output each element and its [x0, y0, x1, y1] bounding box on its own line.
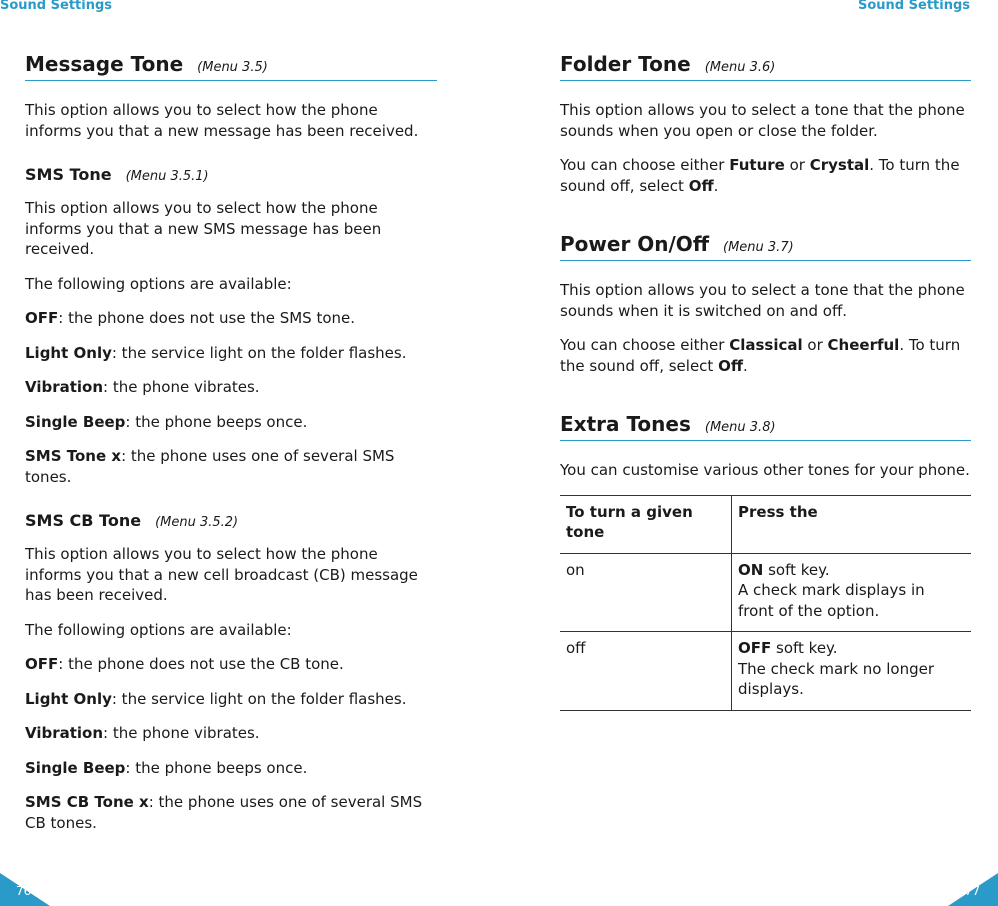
cb-option-item — [25, 723, 437, 744]
sms-cb-tone-menu-ref: (Menu 3.5.2) — [155, 515, 239, 530]
extra-tones-menu-ref: (Menu 3.8) — [704, 420, 776, 435]
sms-option-term: Single Beep — [25, 412, 126, 431]
cb-option-item — [25, 689, 437, 710]
sms-option-term: OFF — [25, 309, 59, 327]
sms-cb-tone-heading — [25, 511, 437, 530]
message-tone-title: Message Tone — [25, 52, 184, 76]
soft-key-suffix: soft key. — [763, 560, 830, 579]
choice-option-future: Future — [729, 156, 785, 174]
sms-cb-tone-title: SMS CB Tone — [25, 511, 142, 530]
running-header-left: Sound Settings — [0, 0, 112, 13]
table-cell-action — [732, 553, 972, 632]
cb-option-term: Vibration — [25, 724, 104, 742]
folder-tone-menu-ref: (Menu 3.6) — [704, 60, 776, 75]
message-tone-desc: This option allows you to select how the phone informs you that a new message has been received. — [25, 101, 419, 140]
action-note: The check mark no longer displays. — [738, 659, 934, 698]
message-tone-menu-ref: (Menu 3.5) — [197, 60, 268, 75]
cb-option-text: : the phone uses one of several SMS CB tones. — [25, 793, 423, 832]
right-page — [499, 0, 998, 906]
cb-option-term: Single Beep — [25, 758, 126, 777]
message-tone-heading — [25, 52, 437, 81]
sms-tone-heading — [25, 165, 437, 184]
choice-option-classical: Classical — [729, 336, 803, 354]
left-column — [25, 52, 437, 847]
choice-text: . — [742, 356, 748, 375]
extra-tones-heading — [560, 412, 971, 441]
table-header-row — [560, 495, 971, 553]
sms-option-term: Light Only — [25, 343, 112, 362]
sms-option-text: : the service light on the folder flashes. — [111, 343, 407, 362]
power-onoff-heading — [560, 232, 971, 261]
folder-tone-choice — [560, 155, 971, 196]
table-header-cell: Press the — [732, 495, 972, 553]
action-note: A check mark displays in front of the option. — [738, 581, 925, 620]
sms-tone-title: SMS Tone — [25, 165, 112, 184]
sms-cb-tone-desc: This option allows you to select how the phone informs you that a new cell broadcast (CB) message has been received. — [25, 545, 418, 604]
extra-tones-table — [560, 495, 971, 711]
sms-option-text: : the phone vibrates. — [103, 378, 260, 396]
choice-option-crystal: Crystal — [809, 156, 870, 174]
soft-key-label: ON — [738, 560, 764, 579]
sms-option-text: : the phone uses one of several SMS tones. — [25, 447, 395, 486]
power-onoff-menu-ref: (Menu 3.7) — [723, 240, 794, 255]
folder-tone-title: Folder Tone — [560, 52, 691, 76]
sms-tone-menu-ref: (Menu 3.5.1) — [125, 169, 209, 184]
sms-cb-tone-intro: The following options are available: — [25, 620, 292, 639]
cb-option-term: SMS CB Tone x — [25, 793, 149, 811]
choice-text: . — [713, 176, 719, 195]
folder-tone-desc: This option allows you to select a tone that the phone sounds when you open or close the folder. — [560, 101, 965, 140]
extra-tones-desc: You can customise various other tones for your phone. — [560, 461, 970, 479]
cb-option-item — [25, 654, 437, 675]
power-onoff-title: Power On/Off — [560, 232, 710, 256]
sms-option-item — [25, 446, 437, 487]
cb-option-item — [25, 792, 437, 833]
table-header-cell: To turn a given tone — [560, 495, 732, 553]
choice-option-off: Off — [688, 176, 714, 195]
choice-option-off: Off — [718, 356, 743, 375]
sms-option-text: : the phone beeps once. — [125, 412, 308, 431]
cb-option-text: : the service light on the folder flashes. — [111, 689, 407, 708]
page-number-right: 77 — [964, 884, 980, 898]
sms-option-item — [25, 343, 437, 364]
table-cell-tone: off — [560, 632, 732, 711]
right-column — [560, 52, 971, 711]
extra-tones-title: Extra Tones — [560, 412, 691, 436]
choice-text: You can choose either — [560, 156, 730, 174]
table-row — [560, 632, 971, 711]
table-cell-tone: on — [560, 553, 732, 632]
cb-option-item — [25, 758, 437, 779]
soft-key-suffix: soft key. — [771, 639, 838, 657]
table-cell-action — [732, 632, 972, 711]
choice-text: . To turn the sound off, select — [560, 336, 961, 375]
power-onoff-choice — [560, 335, 971, 376]
choice-text: You can choose either — [560, 336, 730, 354]
sms-option-term: Vibration — [25, 378, 104, 396]
sms-tone-intro: The following options are available: — [25, 274, 292, 293]
sms-option-item — [25, 412, 437, 433]
sms-tone-desc: This option allows you to select how the phone informs you that a new SMS message has been received. — [25, 199, 382, 258]
soft-key-label: OFF — [738, 639, 772, 657]
cb-option-text: : the phone vibrates. — [103, 724, 260, 742]
cb-option-term: OFF — [25, 655, 59, 673]
cb-option-term: Light Only — [25, 689, 112, 708]
cb-option-text: : the phone does not use the CB tone. — [58, 655, 344, 673]
running-header-right: Sound Settings — [858, 0, 970, 13]
choice-text: or — [784, 156, 810, 174]
choice-text: . To turn the sound off, select — [560, 156, 960, 195]
page-number-left: 76 — [16, 884, 32, 898]
table-row — [560, 553, 971, 632]
sms-option-item — [25, 308, 437, 329]
choice-option-cheerful: Cheerful — [827, 336, 900, 354]
sms-option-item — [25, 377, 437, 398]
folder-tone-heading — [560, 52, 971, 81]
choice-text: or — [802, 336, 828, 354]
sms-option-text: : the phone does not use the SMS tone. — [58, 309, 356, 327]
power-onoff-desc: This option allows you to select a tone that the phone sounds when it is switched on and off. — [560, 281, 965, 320]
sms-option-term: SMS Tone x — [25, 447, 122, 465]
cb-option-text: : the phone beeps once. — [125, 758, 308, 777]
